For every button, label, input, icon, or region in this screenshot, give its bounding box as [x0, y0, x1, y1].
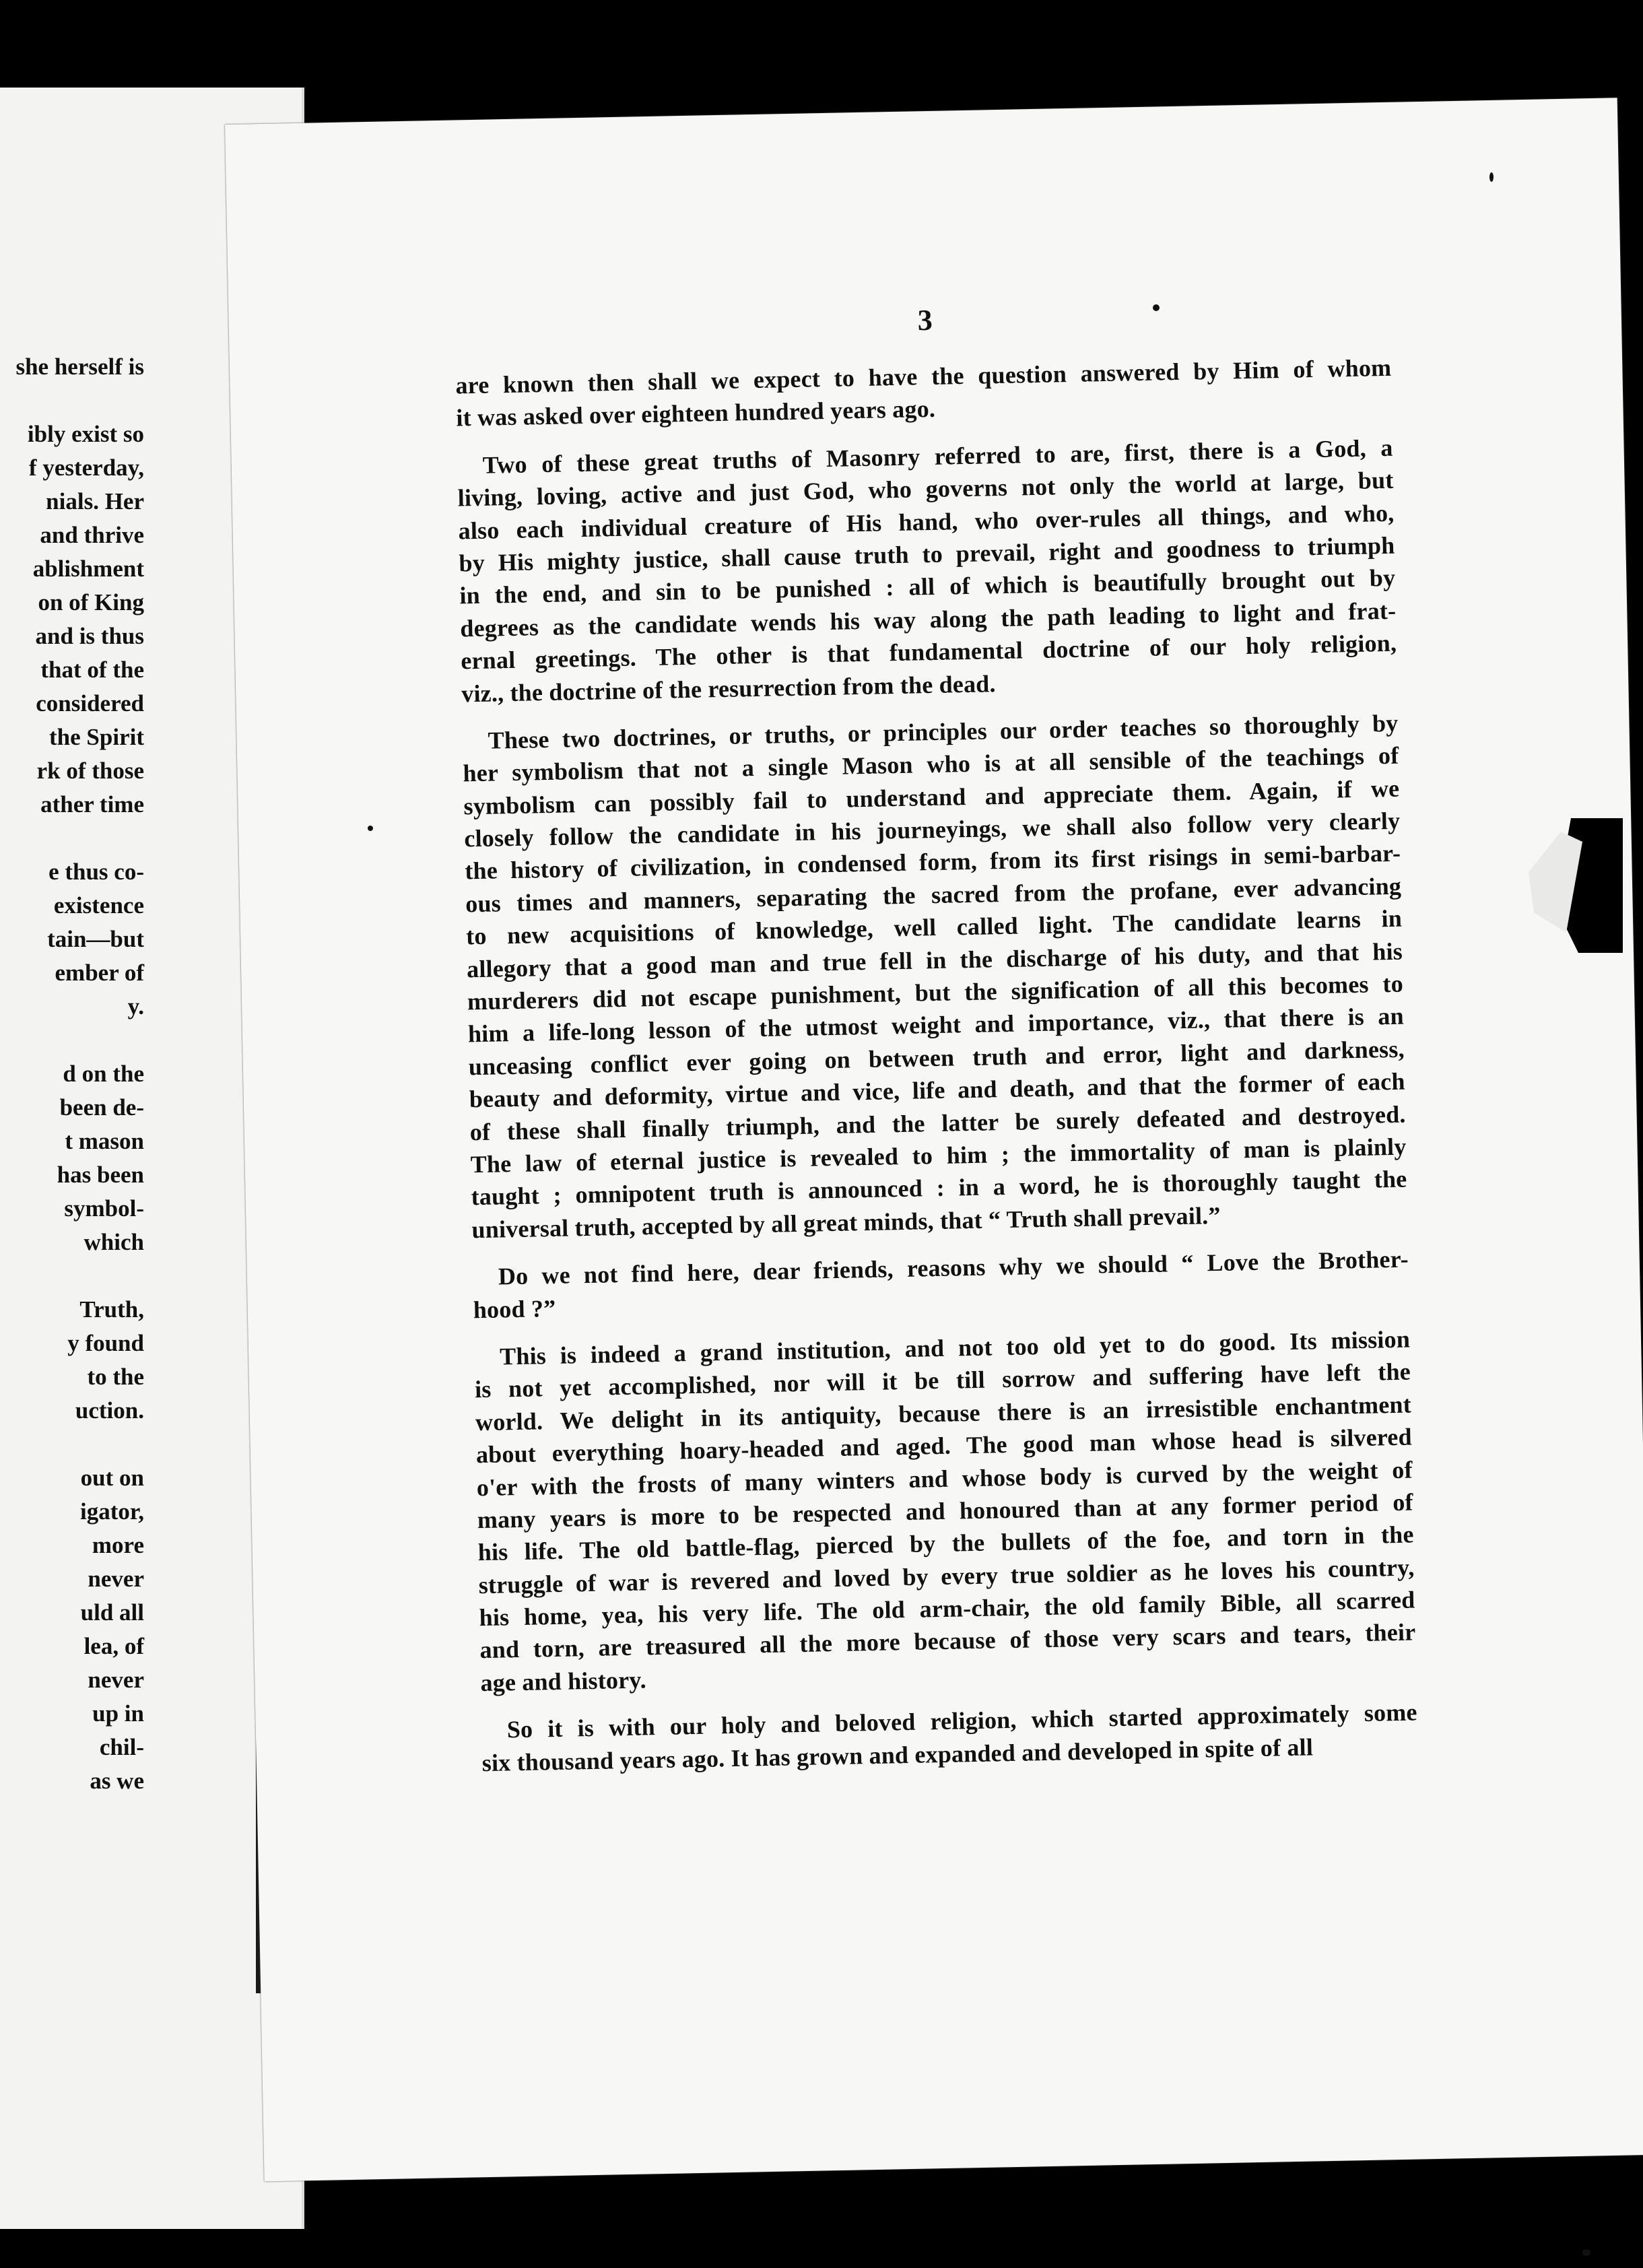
left-fragment-line: tain—but	[47, 926, 144, 952]
left-fragment-line: ablishment	[32, 556, 144, 582]
body-text	[455, 352, 1418, 1779]
left-fragment-line: which	[83, 1229, 144, 1255]
left-fragment-line: more	[92, 1532, 144, 1558]
text-line: six thousand years ago. It has grown and expanded and developed in spite of all	[481, 1733, 1314, 1776]
text-line: also each individual creature of His hand, who over-rules all things, and who,	[458, 499, 1395, 545]
left-fragment-line: rk of those	[36, 758, 144, 784]
left-fragment-line: the Spirit	[49, 724, 144, 750]
left-fragment-line: to the	[87, 1364, 144, 1390]
page-number: 3	[917, 303, 933, 337]
left-fragment-line: never	[88, 1667, 144, 1693]
text-line: murderers did not escape punishment, but the signification of all this becomes to	[467, 970, 1404, 1015]
left-fragment-line: e thus co-	[48, 859, 144, 885]
text-line: These two doctrines, or truths, or principles our order teaches so thoroughly by	[488, 709, 1399, 754]
text-line: beauty and deformity, virtue and vice, life and death, and that the former of each	[469, 1067, 1405, 1113]
left-fragment-line: existence	[53, 892, 144, 919]
text-line: allegory that a good man and true fell in the discharge of his duty, and that his	[466, 937, 1403, 982]
left-fragment-line: ember of	[55, 960, 144, 986]
left-fragment-line: ather time	[40, 791, 144, 818]
ink-speck	[1153, 304, 1160, 311]
text-line: The law of eternal justice is revealed to him ; the immortality of man is plainly	[470, 1133, 1407, 1178]
text-line: his home, yea, his very life. The old arm-chair, the old family Bible, all scarred	[479, 1586, 1415, 1632]
text-line: symbolism can possibly fail to understand and appreciate them. Again, if we	[463, 774, 1400, 820]
left-fragment-line: igator,	[80, 1498, 144, 1525]
left-fragment-line: as we	[90, 1768, 144, 1794]
text-line: to new acquisitions of knowledge, well called light. The candidate learns in	[465, 904, 1403, 950]
left-fragment-line: lea, of	[83, 1633, 144, 1659]
text-line: universal truth, accepted by all great minds, that “ Truth shall prevail.”	[471, 1201, 1221, 1244]
text-line: ous times and manners, separating the sacred from the profane, ever advancing	[465, 872, 1402, 918]
left-fragment-line: y.	[127, 993, 144, 1020]
left-fragment-line: ibly exist so	[27, 421, 144, 447]
left-fragment-line: up in	[92, 1700, 144, 1727]
text-line: many years is more to be respected and honoured than at any former period of	[477, 1488, 1413, 1534]
text-line: by His mighty justice, shall cause truth to prevail, right and goodness to triumph	[459, 531, 1395, 577]
left-fragment-line: d on the	[63, 1061, 144, 1087]
text-line: degrees as the candidate wends his way along the path leading to light and frat-	[460, 597, 1397, 642]
text-line: hood ?”	[473, 1294, 556, 1323]
main-page	[225, 98, 1643, 2181]
text-line: it was asked over eighteen hundred years ago.	[456, 395, 936, 432]
text-line: Do we not find here, dear friends, reasons why we should “ Love the Brother-	[498, 1245, 1409, 1290]
text-line: his life. The old battle-flag, pierced by the bullets of the foe, and torn in the	[477, 1521, 1414, 1566]
paragraph	[474, 1323, 1417, 1699]
text-line: So it is with our holy and beloved religion, which started approximately some	[506, 1698, 1417, 1743]
left-fragment-line: and is thus	[35, 623, 144, 649]
text-line: ernal greetings. The other is that fundamental doctrine of our holy religion,	[460, 629, 1397, 675]
left-fragment-line: y found	[67, 1330, 144, 1356]
ink-speck	[1489, 172, 1494, 182]
paragraph	[457, 432, 1397, 710]
text-line: of these shall finally triumph, and the latter be surely defeated and destroyed.	[469, 1100, 1406, 1145]
left-fragment-line: she herself is	[15, 354, 144, 380]
text-line: him a life-long lesson of the utmost weight and importance, viz., that there is an	[467, 1003, 1405, 1048]
text-line: about everything hoary-headed and aged. The good man whose head is silvered	[475, 1423, 1413, 1469]
left-fragment-line: been de-	[59, 1094, 144, 1121]
left-fragment-line: has been	[57, 1162, 144, 1188]
left-fragment-line: f yesterday,	[28, 455, 144, 481]
text-line: viz., the doctrine of the resurrection from the dead.	[461, 669, 996, 707]
text-line: unceasing conflict ever going on between truth and error, light and darkness,	[468, 1035, 1405, 1081]
text-line: This is indeed a grand institution, and not too old yet to do good. Its mission	[499, 1325, 1411, 1370]
left-fragment-line: that of the	[40, 657, 144, 683]
left-fragment-line: uld all	[80, 1599, 144, 1626]
text-line: living, loving, active and just God, who governs not only the world at large, but	[457, 466, 1394, 512]
text-line: in the end, and sin to be punished : all of which is beautifully brought out by	[459, 564, 1396, 609]
text-line: taught ; omnipotent truth is announced : in a word, he is thoroughly taught the	[471, 1165, 1407, 1211]
left-fragment-line: never	[88, 1566, 144, 1592]
text-line: world. We delight in its antiquity, because there is an irresistible enchantment	[475, 1391, 1412, 1436]
left-fragment-line: on of King	[38, 589, 144, 615]
text-line: and torn, are treasured all the more because of those very scars and tears, their	[479, 1618, 1416, 1664]
text-line: are known then shall we expect to have the question answered by Him of whom	[455, 354, 1392, 399]
text-line: struggle of war is revered and loved by every true soldier as he loves his country,	[478, 1554, 1415, 1599]
left-fragment-line: nials. Her	[46, 488, 144, 514]
text-line: is not yet accomplished, nor will it be till sorrow and suffering have left the	[474, 1358, 1411, 1403]
left-fragment-line: and thrive	[40, 522, 144, 548]
left-fragment-line: uction.	[75, 1397, 144, 1424]
left-fragment-line: out on	[80, 1465, 144, 1491]
text-line: Two of these great truths of Masonry referred to are, first, there is a God, a	[482, 434, 1393, 479]
text-line: closely follow the candidate in his journeyings, we shall also follow very clearly	[464, 807, 1401, 853]
text-line: her symbolism that not a single Mason who is at all sensible of the teachings of	[463, 742, 1399, 787]
left-fragment-line: chil-	[99, 1734, 144, 1760]
text-line: age and history.	[480, 1666, 647, 1696]
left-fragment-line: considered	[36, 690, 144, 716]
left-fragment-line: symbol-	[64, 1195, 144, 1222]
left-fragment-line: t mason	[65, 1128, 144, 1154]
text-line: the history of civilization, in condensed form, from its first risings in semi-barbar-	[464, 840, 1401, 885]
ink-speck	[368, 826, 373, 831]
ink-speck	[1582, 2249, 1590, 2256]
paragraph	[462, 707, 1408, 1246]
text-line: o'er with the frosts of many winters and whose body is curved by the weight of	[476, 1456, 1413, 1501]
left-fragment-line: Truth,	[79, 1296, 144, 1323]
